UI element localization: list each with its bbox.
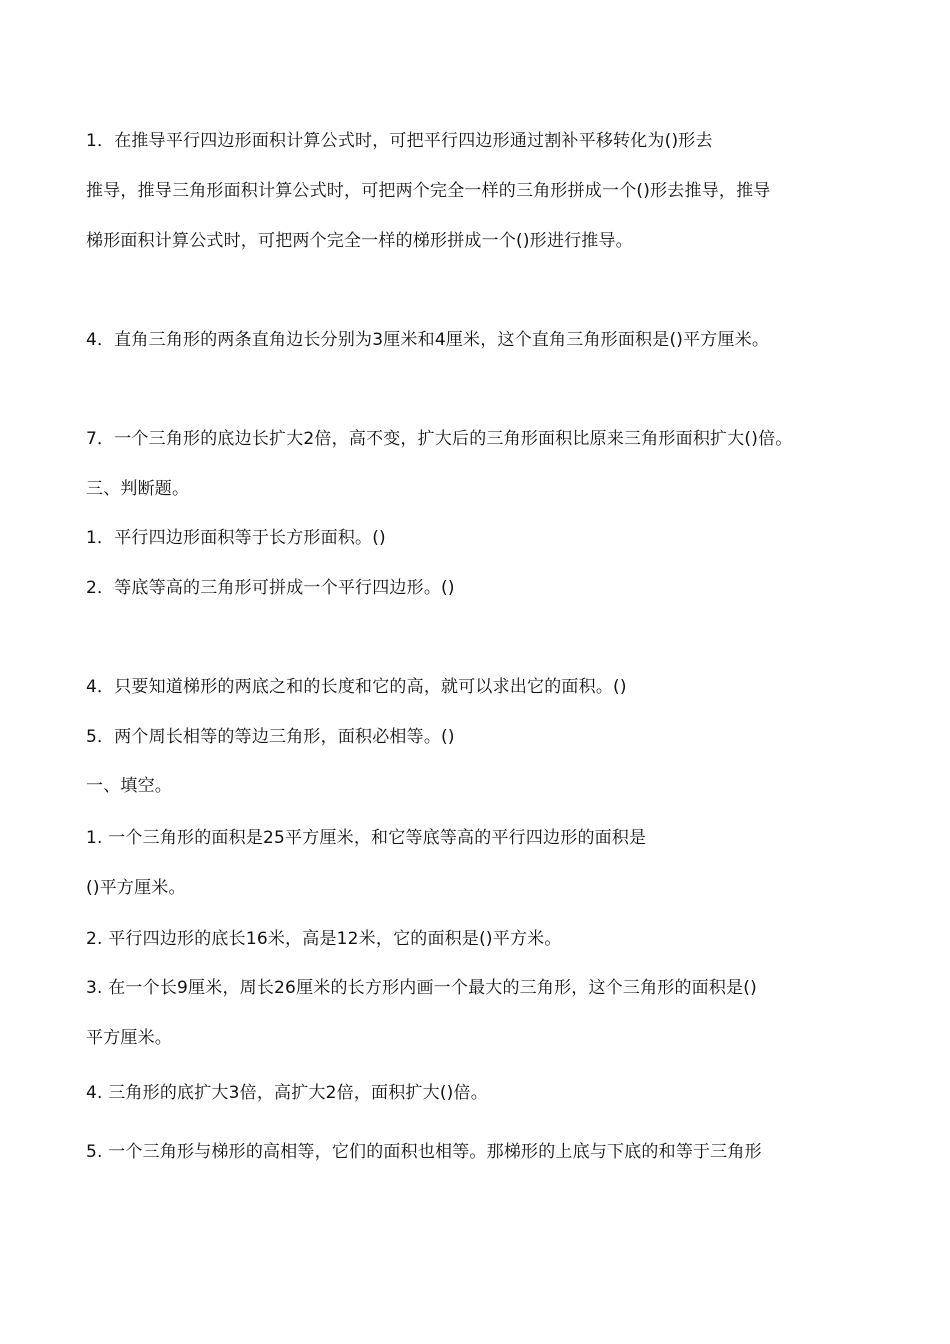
text-line-14: 2. 平行四边形的底长16米，高是12米，它的面积是()平方米。 [86, 929, 562, 949]
text-line-4: 4．直角三角形的两条直角边长分别为3厘米和4厘米，这个直角三角形面积是()平方厘米。 [86, 330, 770, 350]
text-line-2: 推导，推导三角形面积计算公式时，可把两个完全一样的三角形拼成一个()形去推导，推导 [86, 181, 771, 201]
text-line-10: 5．两个周长相等的等边三角形，面积必相等。() [86, 727, 455, 747]
text-line-12: 1. 一个三角形的面积是25平方厘米，和它等底等高的平行四边形的面积是 [86, 828, 647, 848]
text-line-18: 5. 一个三角形与梯形的高相等，它们的面积也相等。那梯形的上底与下底的和等于三角形 [86, 1142, 762, 1162]
text-line-3: 梯形面积计算公式时，可把两个完全一样的梯形拼成一个()形进行推导。 [86, 231, 633, 251]
text-line-9: 4．只要知道梯形的两底之和的长度和它的高，就可以求出它的面积。() [86, 677, 627, 697]
text-line-16: 平方厘米。 [86, 1028, 172, 1048]
text-line-7: 1．平行四边形面积等于长方形面积。() [86, 528, 386, 548]
text-line-17: 4. 三角形的底扩大3倍，高扩大2倍，面积扩大()倍。 [86, 1083, 488, 1103]
text-line-1: 1．在推导平行四边形面积计算公式时，可把平行四边形通过割补平移转化为()形去 [86, 131, 713, 151]
section-heading-fill-in: 一、填空。 [86, 776, 172, 796]
text-line-5: 7．一个三角形的底边长扩大2倍，高不变，扩大后的三角形面积比原来三角形面积扩大()倍。 [86, 429, 793, 449]
text-line-15: 3. 在一个长9厘米，周长26厘米的长方形内画一个最大的三角形，这个三角形的面积是() [86, 978, 757, 998]
text-line-13: ()平方厘米。 [86, 878, 186, 898]
section-heading-judgement: 三、判断题。 [86, 479, 190, 499]
text-line-8: 2．等底等高的三角形可拼成一个平行四边形。() [86, 578, 455, 598]
